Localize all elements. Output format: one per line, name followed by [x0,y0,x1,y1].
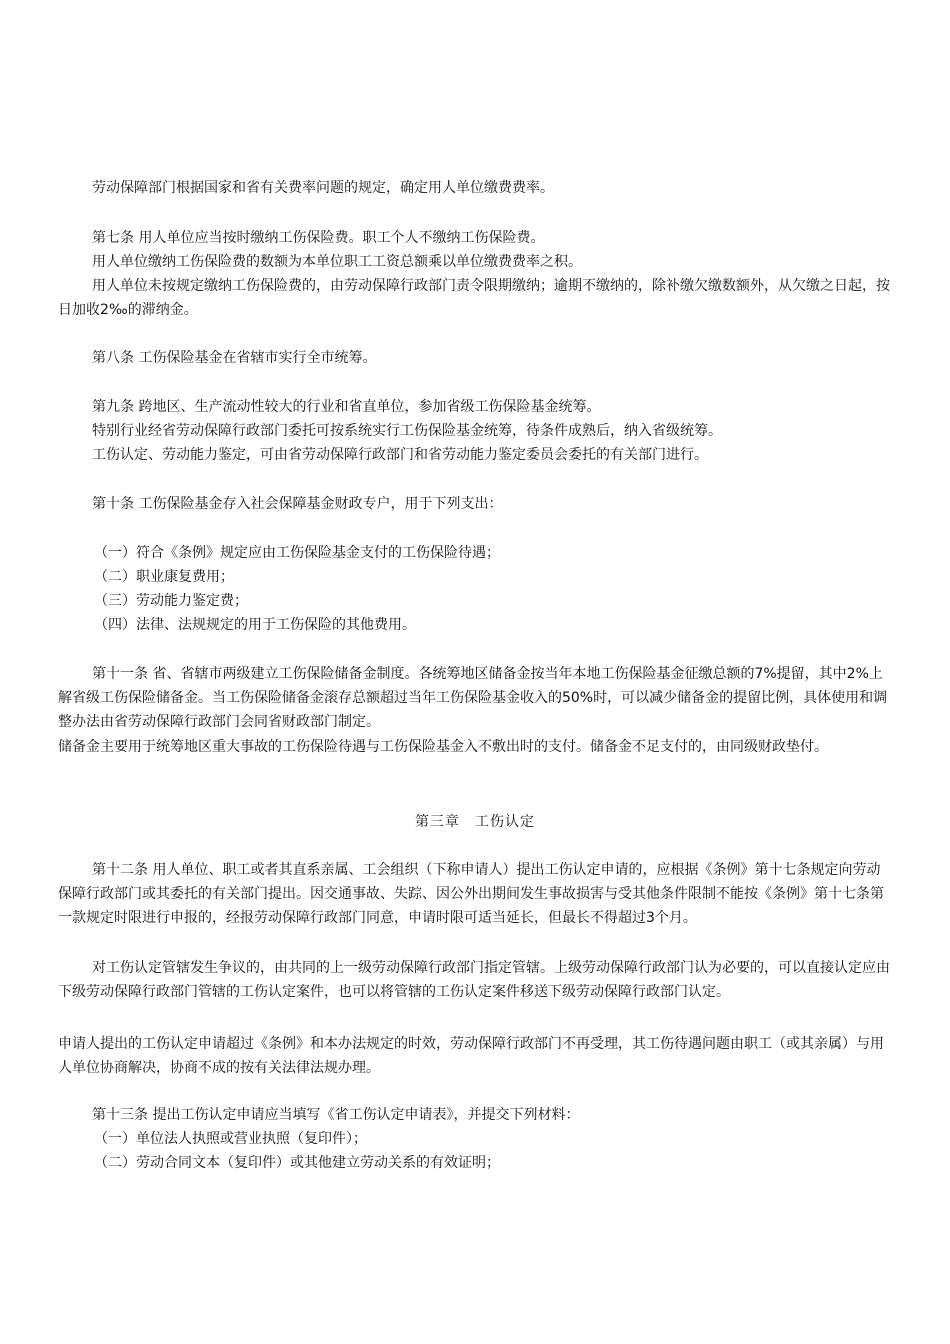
list-item: （一）符合《条例》规定应由工伤保险基金支付的工伤保险待遇； [94,545,500,561]
list-item: （三）劳动能力鉴定费； [94,593,248,609]
article-13: 第十三条 提出工伤认定申请应当填写《省工伤认定申请表》，并提交下列材料： [92,1107,580,1123]
paragraph-special-industry: 特别行业经省劳动保障行政部门委托可按系统实行工伤保险基金统筹，待条件成熟后，纳入省级统筹。 [92,423,722,439]
paragraph-injury-assessment: 工伤认定、劳动能力鉴定，可由省劳动保障行政部门和省劳动能力鉴定委员会委托的有关部门进行。 [92,447,708,463]
article-8: 第八条 工伤保险基金在省辖市实行全市统筹。 [92,350,377,366]
article-7: 第七条 用人单位应当按时缴纳工伤保险费。职工个人不缴纳工伤保险费。 [92,230,545,246]
paragraph-reserve-use: 储备金主要用于统筹地区重大事故的工伤保险待遇与工伤保险基金入不敷出时的支付。储备金不足支付的，由同级财政垫付。 [58,739,828,755]
list-item: （一）单位法人执照或营业执照（复印件）； [94,1131,367,1147]
paragraph-time-limit: 申请人提出的工伤认定申请超过《条例》和本办法规定的时效，劳动保障行政部门不再受理，其工伤待遇问题由职工（或其亲属）与用人单位协商解决，协商不成的按有关法律法规办理。 [58,1036,884,1076]
article-11: 第十一条 省、省辖市两级建立工伤保险储备金制度。各统筹地区储备金按当年本地工伤保险基金征缴总额的7%提留，其中2%上解省级工伤保险储备金。当工伤保险储备金滚存总额超过当年工伤保险基金收入的50%时，可以减少储备金的提留比例，具体使用和调整办法由省劳动保障行政部门会同省财政部门制定。 [58,666,888,730]
list-item: （四）法律、法规规定的用于工伤保险的其他费用。 [94,617,416,633]
article-10: 第十条 工伤保险基金存入社会保障基金财政专户，用于下列支出： [92,496,503,512]
paragraph-contribution-amount: 用人单位缴纳工伤保险费的数额为本单位职工工资总额乘以单位缴费费率之积。 [92,254,582,270]
list-item: （二）职业康复费用； [94,569,234,585]
paragraph-fee-rate: 劳动保障部门根据国家和省有关费率问题的规定，确定用人单位缴费费率。 [92,180,554,196]
list-item: （二）劳动合同文本（复印件）或其他建立劳动关系的有效证明； [94,1155,500,1171]
paragraph-jurisdiction: 对工伤认定管辖发生争议的，由共同的上一级劳动保障行政部门指定管辖。上级劳动保障行政部门认为必要的，可以直接认定应由下级劳动保障行政部门管辖的工伤认定案件，也可以将管辖的工伤认定案件移送下级劳动保障行政部门认定。 [58,960,890,1000]
paragraph-late-fee: 用人单位未按规定缴纳工伤保险费的，由劳动保障行政部门责令限期缴纳；逾期不缴纳的，除补缴欠缴数额外，从欠缴之日起，按日加收2‰的滞纳金。 [58,278,890,318]
article-9: 第九条 跨地区、生产流动性较大的行业和省直单位，参加省级工伤保险基金统筹。 [92,399,601,415]
chapter-heading: 第三章 工伤认定 [415,814,535,830]
article-12: 第十二条 用人单位、职工或者其直系亲属、工会组织（下称申请人）提出工伤认定申请的，应根据《条例》第十七条规定向劳动保障行政部门或其委托的有关部门提出。因交通事故、失踪、因公外出期间发生事故损害与受其他条件限制不能按《条例》第十七条第一款规定时限进行申报的，经报劳动保障行政部门同意，申请时限可适当延长，但最长不得超过3个月。 [58,862,884,926]
